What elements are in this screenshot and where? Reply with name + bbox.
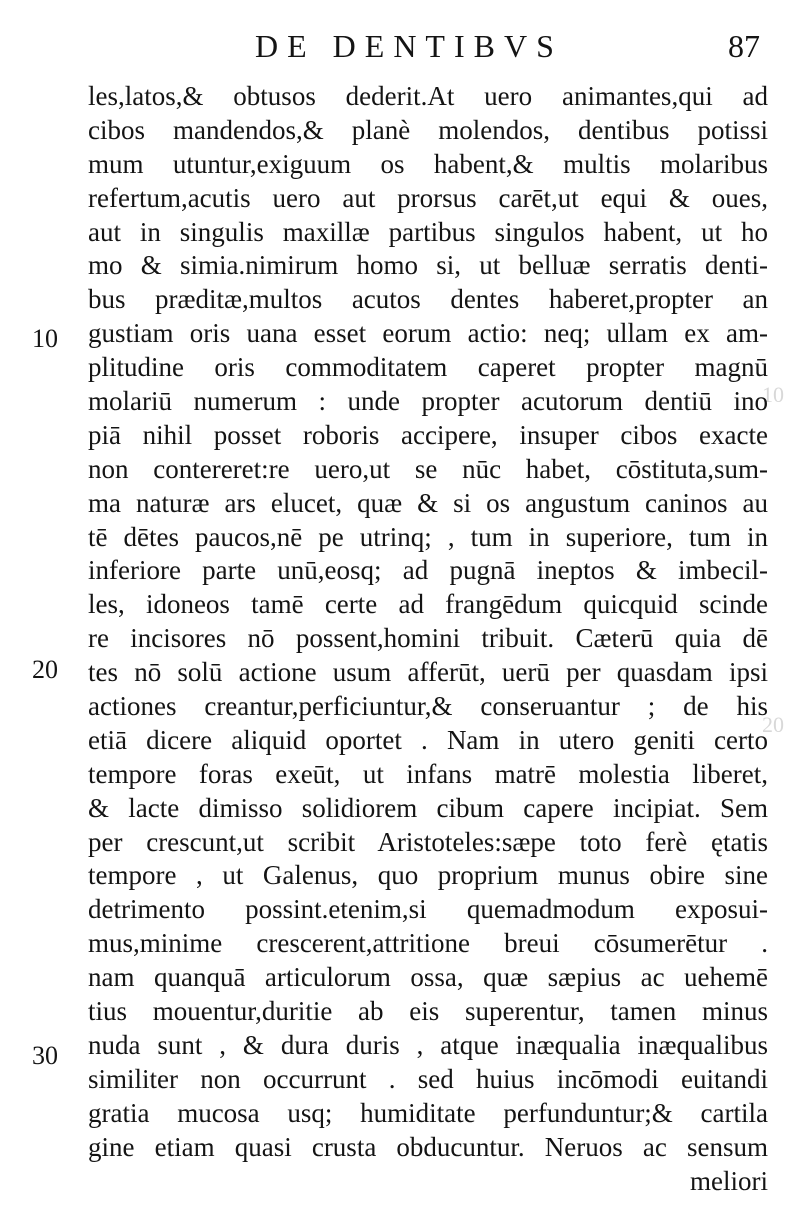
text-line: gustiam oris uana esset eorum actio: neq; ullam ex am- (88, 318, 768, 349)
text-line: tius mouentur,duritie ab eis superentur, tamen minus (88, 996, 768, 1027)
text-line: aut in singulis maxillæ partibus singulos habent, ut ho (88, 216, 768, 247)
text-line: molariū numerum : unde propter acutorum dentiū ino (88, 386, 768, 417)
page-number: 87 (728, 28, 760, 64)
show-through-mark: 20 (762, 712, 784, 737)
show-through-mark: 10 (762, 382, 784, 407)
text-line: actiones creantur,perficiuntur,& conseruantur ; de his (88, 691, 768, 722)
text-line: re incisores nō possent,homini tribuit. Cæterū quia dē (88, 623, 768, 654)
text-line: & lacte dimisso solidiorem cibum capere incipiat. Sem (88, 792, 768, 823)
text-line: detrimento possint.etenim,si quemadmodum exposui- (88, 894, 768, 925)
running-title: DE DENTIBVS (255, 28, 563, 64)
line-number-30: 30 (32, 1041, 58, 1070)
body-text (88, 80, 768, 1198)
text-line: tempore , ut Galenus, quo proprium munus obire sine (88, 860, 768, 891)
text-line: plitudine oris commoditatem caperet propter magnū (88, 352, 768, 383)
line-number-10: 10 (32, 324, 58, 353)
text-line: cibos mandendos,& planè molendos, dentibus potissi (88, 114, 768, 145)
text-line: gine etiam quasi crusta obducuntur. Neruos ac sensum (88, 1131, 768, 1162)
text-line: les, idoneos tamē certe ad frangēdum quicquid scinde (88, 589, 768, 620)
text-line: ma naturæ ars elucet, quæ & si os angustum caninos au (88, 487, 768, 518)
text-line: mo & simia.nimirum homo si, ut belluæ serratis denti- (88, 250, 768, 281)
text-line: piā nihil posset roboris accipere, insuper cibos exacte (88, 419, 768, 450)
text-line: per crescunt,ut scribit Aristoteles:sæpe toto ferè ętatis (88, 826, 768, 857)
text-line: refertum,acutis uero aut prorsus carēt,ut equi & oues, (88, 182, 768, 213)
text-line: bus præditæ,multos acutos dentes haberet,propter an (88, 284, 768, 315)
text-line: les,latos,& obtusos dederit.At uero animantes,qui ad (88, 81, 768, 111)
text-line: gratia mucosa usq; humiditate perfunduntur;& cartila (88, 1097, 768, 1128)
text-line: nam quanquā articulorum ossa, quæ sæpius ac uehemē (88, 962, 768, 993)
text-line: inferiore parte unū,eosq; ad pugnā ineptos & imbecil- (88, 555, 768, 586)
text-line: mum utuntur,exiguum os habent,& multis molaribus (88, 148, 768, 179)
text-line: non contereret:re uero,ut se nūc habet, cōstituta,sum- (88, 453, 768, 484)
line-number-20: 20 (32, 655, 58, 684)
catchword: meliori (690, 1165, 768, 1196)
text-line: mus,minime crescerent,attritione breui cōsumerētur . (88, 928, 768, 959)
text-line: similiter non occurrunt . sed huius incōmodi euitandi (88, 1063, 768, 1094)
text-line: tempore foras exeūt, ut infans matrē molestia liberet, (88, 758, 768, 789)
text-line: etiā dicere aliquid oportet . Nam in utero geniti certo (88, 724, 768, 755)
text-line: tē dētes paucos,nē pe utrinq; , tum in superiore, tum in (88, 521, 768, 552)
text-line: nuda sunt , & dura duris , atque inæqualia inæqualibus (88, 1029, 768, 1060)
text-line: tes nō solū actione usum afferūt, uerū per quasdam ipsi (88, 657, 768, 688)
